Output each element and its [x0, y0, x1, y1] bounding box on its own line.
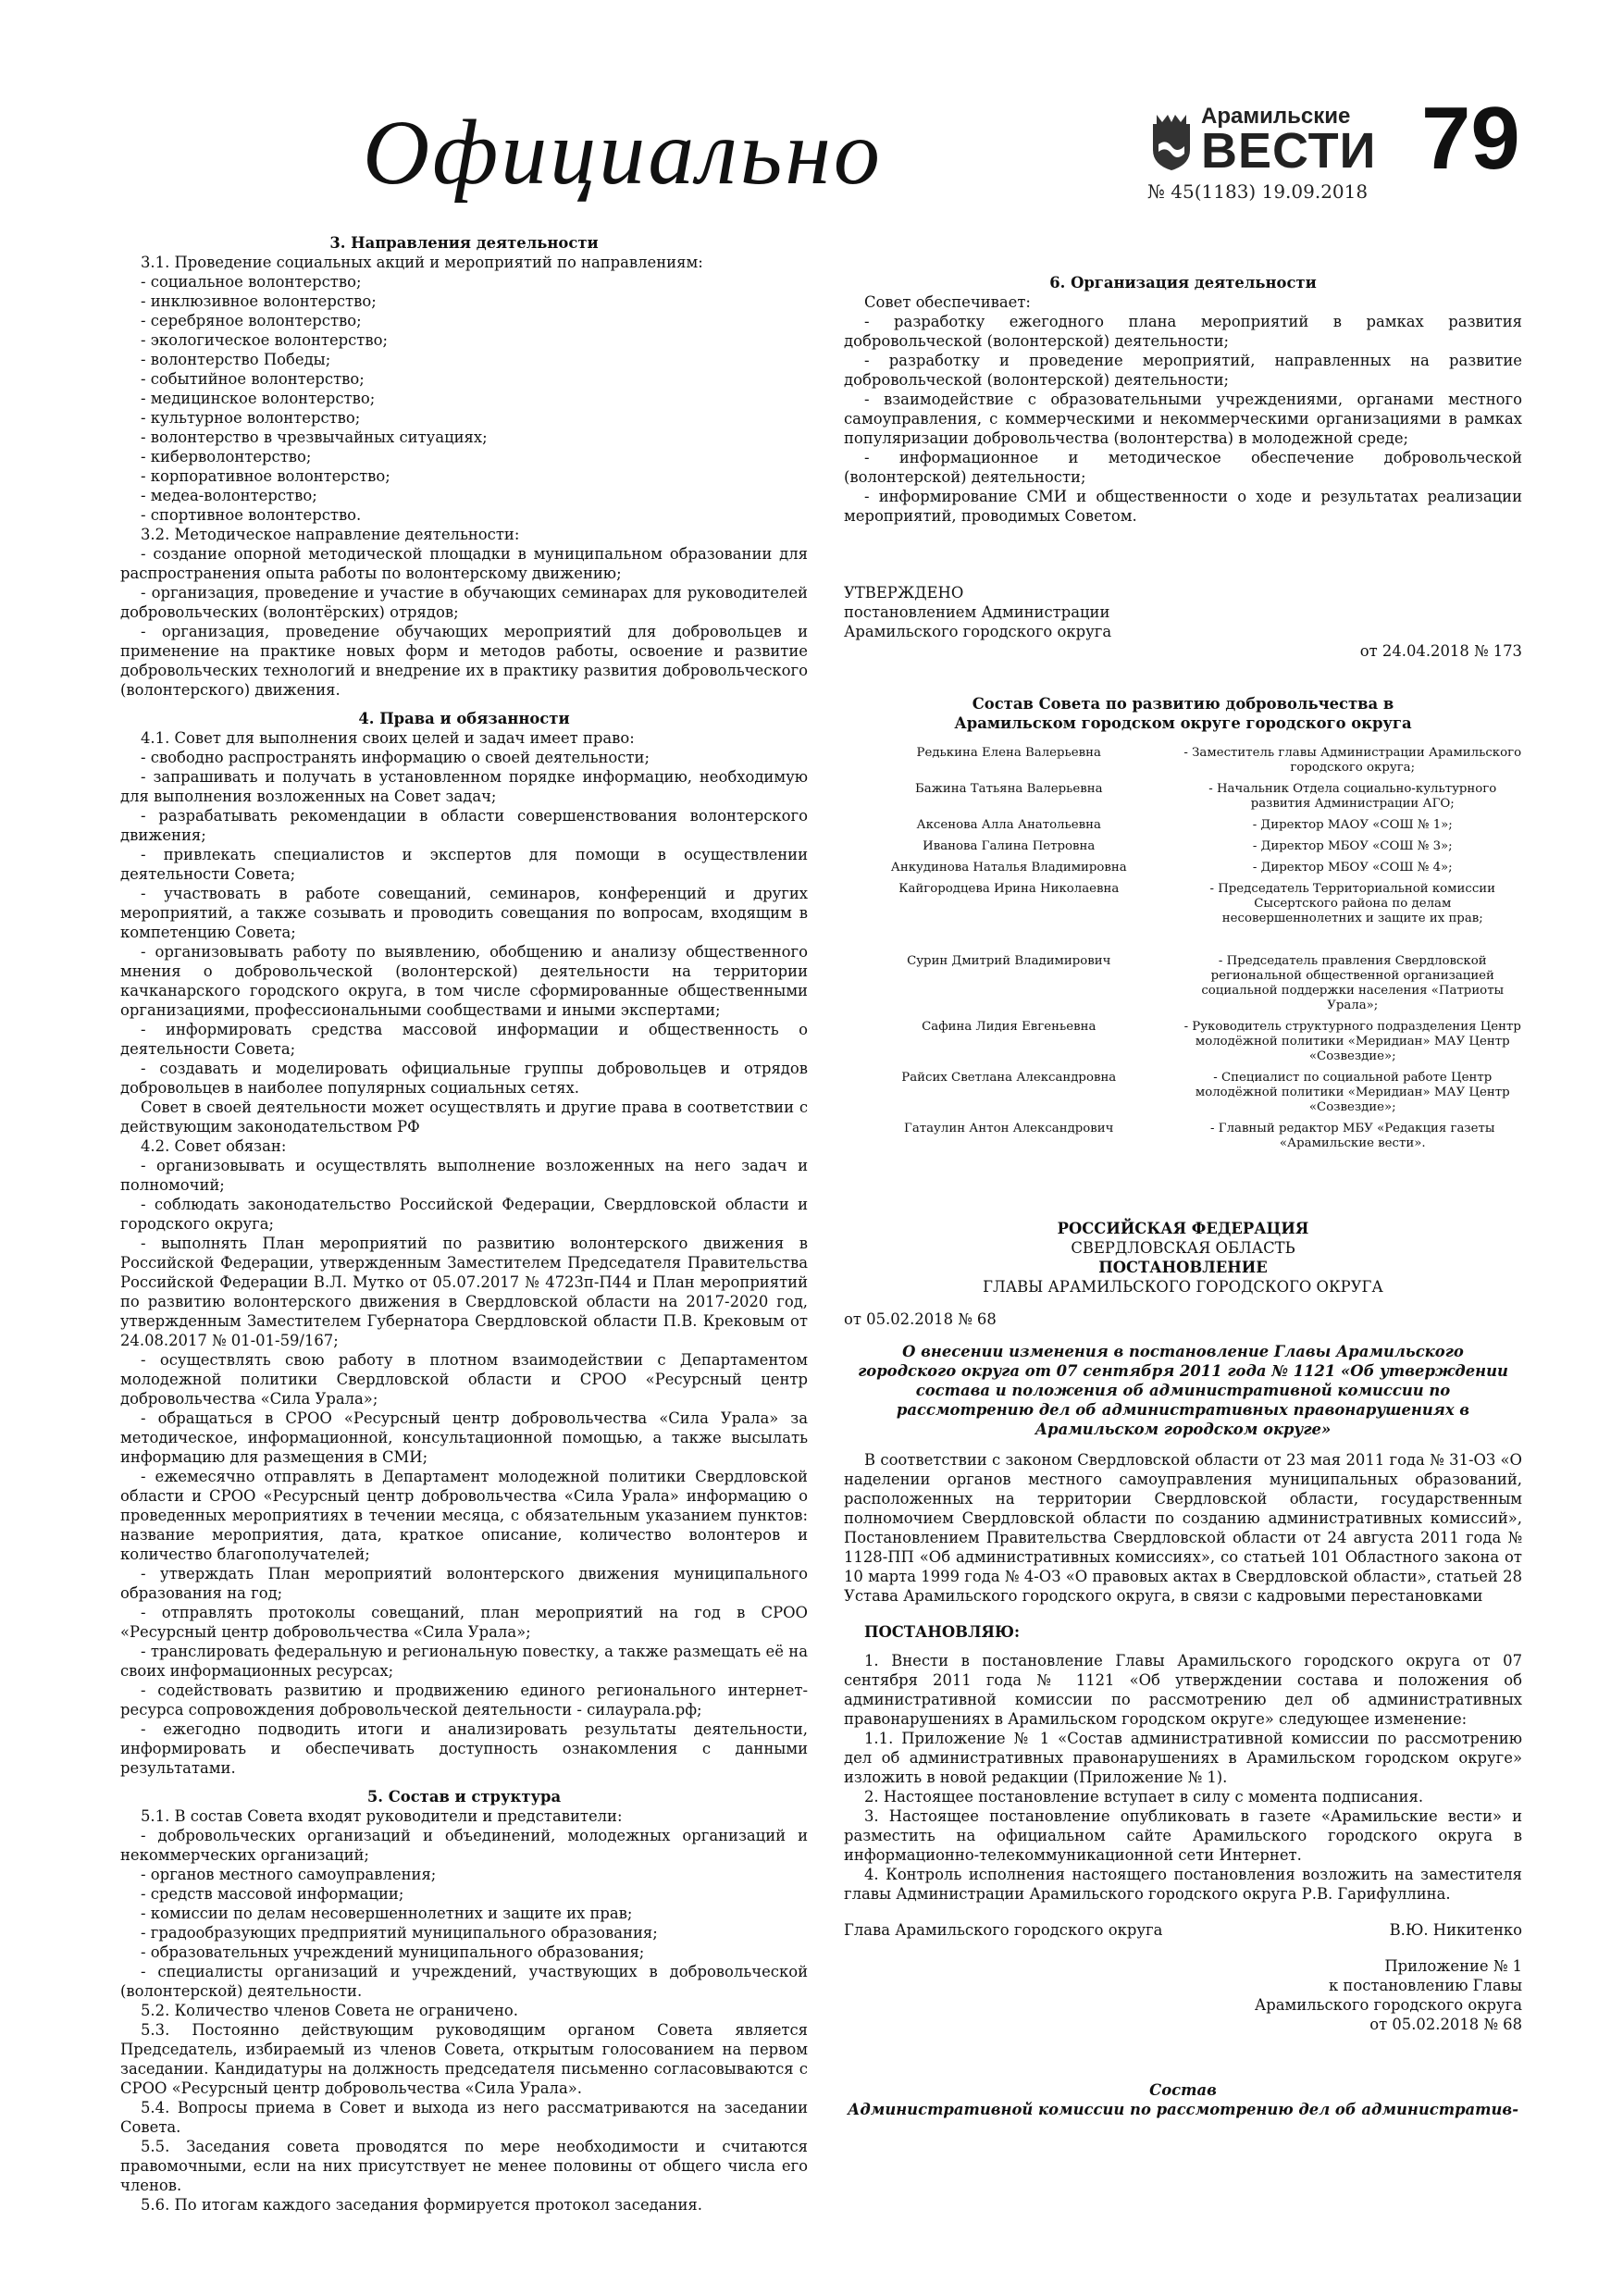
- paragraph: - осуществлять свою работу в плотном взаимодействии с Департаментом молодежной политики Свердловской области и СРОО «Ресурсный центр добровольчества «Сила Урала»;: [120, 1351, 808, 1408]
- paragraph: - содействовать развитию и продвижению единого регионального интернет-ресурса сопровождения добровольческой деятельности - силаурала.рф;: [120, 1682, 808, 1719]
- paragraph: - запрашивать и получать в установленном порядке информацию, необходимую для выполнения возложенных на Совет задач;: [120, 768, 808, 805]
- paragraph: - социальное волонтерство;: [141, 273, 362, 291]
- council-title-line1: Состав Совета по развитию добровольчества в: [972, 695, 1394, 713]
- logo-main-text: ВЕСТИ: [1201, 123, 1377, 179]
- paragraph: Совет в своей деятельности может осуществлять и другие права в соответствии с действующим законодательством РФ: [120, 1098, 808, 1136]
- paragraph: - органов местного самоуправления;: [141, 1866, 437, 1883]
- council-title-line2: Арамильском городском округе городского округа: [954, 714, 1412, 732]
- section-heading: 6. Организация деятельности: [1049, 274, 1317, 292]
- approved-by: постановлением Администрации: [844, 603, 1110, 621]
- paragraph: - информирование СМИ и общественности о ходе и результатах реализации мероприятий, проводимых Советом.: [844, 488, 1522, 525]
- decree-header-region: СВЕРДЛОВСКАЯ ОБЛАСТЬ: [1071, 1239, 1295, 1257]
- paragraph: - образовательных учреждений муниципального образования;: [141, 1943, 645, 1961]
- signature-block: [844, 1920, 1522, 1940]
- paragraph: - событийное волонтерство;: [141, 370, 365, 388]
- decree-items: [844, 1651, 1522, 1904]
- decree-subject: О внесении изменения в постановление Главы Арамильского городского округа от 07 сентября 2011 года № 1121 «Об утверждении состава и положения об административной комиссии по рассмотрению дел об административных правонарушениях в Арамильском городском округе»: [858, 1343, 1508, 1438]
- decree-item: 4. Контроль исполнения настоящего постановления возложить на заместителя главы Администрации Арамильского городского округа Р.В. Гарифуллина.: [844, 1866, 1522, 1903]
- appendix-date: от 05.02.2018 № 68: [1369, 2016, 1522, 2033]
- approved-date: от 24.04.2018 № 173: [1359, 642, 1522, 660]
- member-name: Кайгородцева Ирина Николаевна: [898, 882, 1120, 896]
- paragraph: - разрабатывать рекомендации в области совершенствования волонтерского движения;: [120, 807, 808, 844]
- member-name: Сурин Дмитрий Владимирович: [907, 954, 1111, 968]
- decree-preamble: В соответствии с законом Свердловской области от 23 мая 2011 года № 31-ОЗ «О наделении органов местного самоуправления муниципальных образований, расположенных на территории Свердловской области, государственным полномочием Свердловской области по созданию административных комиссий», Постановлением Правительства Свердловской области от 24 августа 2011 года № 1128-ПП «Об административных комиссиях», со статьей 101 Областного закона от 10 марта 1999 года № 4-ОЗ «О правовых актах в Свердловской области», статьей 28 Устава Арамильского городского округа, в связи с кадровыми перестановками: [844, 1451, 1522, 1605]
- decree-date: от 05.02.2018 № 68: [844, 1310, 997, 1328]
- paragraph: 5.4. Вопросы приема в Совет и выхода из него рассматриваются на заседании Совета.: [120, 2099, 808, 2136]
- approved-by-org: Арамильского городского округа: [844, 623, 1112, 640]
- spacer: [120, 1778, 808, 1787]
- paragraph: - комиссии по делам несовершеннолетних и защите их прав;: [141, 1905, 633, 1922]
- member-name: Аксенова Алла Анатольевна: [916, 818, 1101, 832]
- signature-name: В.Ю. Никитенко: [1389, 1921, 1522, 1939]
- council-member-row: [844, 882, 1522, 954]
- council-member-row: [844, 1071, 1522, 1122]
- council-member-row: [844, 839, 1522, 861]
- member-name: Редькина Елена Валерьевна: [916, 746, 1101, 760]
- council-member-row: [844, 1020, 1522, 1071]
- decree-resolve: ПОСТАНОВЛЯЮ:: [864, 1623, 1021, 1641]
- left-column: [120, 233, 808, 2215]
- member-name: Гатаулин Антон Александрович: [904, 1122, 1114, 1136]
- paragraph: - создание опорной методической площадки в муниципальном образовании для распространения опыта работы по волонтерскому движению;: [120, 545, 808, 582]
- council-member-row: [844, 861, 1522, 882]
- member-position: - Главный редактор МБУ «Редакция газеты «Арамильские вести».: [1210, 1122, 1495, 1150]
- paragraph: 4.2. Совет обязан:: [141, 1137, 287, 1155]
- paragraph: - волонтерство Победы;: [141, 351, 331, 368]
- paragraph: - разработку ежегодного плана мероприятий в рамках развития добровольческой (волонтерской) деятельности;: [844, 313, 1522, 350]
- composition-title: Состав: [1149, 2081, 1217, 2099]
- paragraph: - организовывать и осуществлять выполнение возложенных на него задач и полномочий;: [120, 1157, 808, 1194]
- paragraph: - свободно распространять информацию о своей деятельности;: [141, 749, 650, 766]
- composition-subtitle: Административной комиссии по рассмотрению дел об административ-: [847, 2101, 1518, 2118]
- page-number: 79: [1421, 89, 1520, 188]
- paragraph: - ежегодно подводить итоги и анализировать результаты деятельности, информировать и обеспечивать доступность ознакомления с данными результатами.: [120, 1720, 808, 1777]
- member-position: - Директор МБОУ «СОШ № 3»;: [1252, 839, 1453, 853]
- decree-header-country: РОССИЙСКАЯ ФЕДЕРАЦИЯ: [1057, 1220, 1309, 1237]
- decree-item: 3. Настоящее постановление опубликовать в газете «Арамильские вести» и разместить на официальном сайте Арамильского городского округа в информационно-телекоммуникационной сети Интернет.: [844, 1807, 1522, 1864]
- council-member-row: [844, 818, 1522, 839]
- approval-block: [844, 583, 1522, 661]
- member-position: - Директор МАОУ «СОШ № 1»;: [1252, 818, 1453, 832]
- paragraph: 5.5. Заседания совета проводятся по мере необходимости и считаются правомочными, если на них присутствует не менее половины от общего числа его членов.: [120, 2138, 808, 2194]
- paragraph: - взаимодействие с образовательными учреждениями, органами местного самоуправления, с коммерческими и некоммерческими организациями в рамках популяризации добровольчества (волонтерства) в молодежной среде;: [844, 391, 1522, 447]
- paragraph: - волонтерство в чрезвычайных ситуациях;: [141, 428, 488, 446]
- council-member-row: [844, 782, 1522, 818]
- section-heading: 5. Состав и структура: [366, 1788, 562, 1806]
- council-members-table: [844, 746, 1522, 1158]
- paragraph: Совет обеспечивает:: [864, 293, 1031, 311]
- paragraph: - соблюдать законодательство Российской Федерации, Свердловской области и городского округа;: [120, 1196, 808, 1233]
- member-position: - Специалист по социальной работе Центр молодёжной политики «Меридиан» МАУ Центр «Созвездие»;: [1195, 1071, 1510, 1114]
- logo-top-text: Арамильские: [1201, 104, 1351, 129]
- member-position: - Заместитель главы Администрации Арамильского городского округа;: [1183, 746, 1522, 775]
- approved-label: УТВЕРЖДЕНО: [844, 584, 964, 602]
- paragraph: - организация, проведение и участие в обучающих семинарах для руководителей добровольческих (волонтёрских) отрядов;: [120, 584, 808, 621]
- paragraph: - инклюзивное волонтерство;: [141, 292, 377, 310]
- decree-item: 1.1. Приложение № 1 «Состав административной комиссии по рассмотрению дел об административных правонарушениях в Арамильском городском округе» изложить в новой редакции (Приложение № 1).: [844, 1730, 1522, 1786]
- section-title: Официально: [363, 101, 883, 204]
- member-name: Анкудинова Наталья Владимировна: [890, 861, 1127, 875]
- paragraph: - медеа-волонтерство;: [141, 487, 317, 504]
- appendix-label: Приложение № 1: [1384, 1957, 1522, 1975]
- paragraph: - создавать и моделировать официальные группы добровольцев и отрядов добровольцев в наиболее популярных социальных сетях.: [120, 1060, 808, 1097]
- paragraph: - культурное волонтерство;: [141, 409, 361, 427]
- paragraph: - добровольческих организаций и объединений, молодежных организаций и некоммерческих организаций;: [120, 1827, 808, 1864]
- decree-item: 2. Настоящее постановление вступает в силу с момента подписания.: [864, 1788, 1424, 1806]
- appendix-org: Арамильского городского округа: [1254, 1996, 1522, 2014]
- member-name: Бажина Татьяна Валерьевна: [914, 782, 1103, 796]
- paragraph: - отправлять протоколы совещаний, план мероприятий на год в СРОО «Ресурсный центр добровольчества «Сила Урала»;: [120, 1604, 808, 1641]
- member-position: - Руководитель структурного подразделения Центр молодёжной политики «Меридиан» МАУ Центр «Созвездие»;: [1183, 1020, 1521, 1063]
- right-column: [844, 273, 1522, 2119]
- paragraph: - разработку и проведение мероприятий, направленных на развитие добровольческой (волонтерской) деятельности;: [844, 352, 1522, 389]
- appendix-ref: к постановлению Главы: [1328, 1977, 1522, 1994]
- paragraph: 4.1. Совет для выполнения своих целей и задач имеет право:: [141, 729, 635, 747]
- paragraph: 3.1. Проведение социальных акций и мероприятий по направлениям:: [141, 254, 703, 271]
- paragraph: - специалисты организаций и учреждений, участвующих в добровольческой (волонтерской) деятельности.: [120, 1963, 808, 2000]
- member-position: - Начальник Отдела социально-культурного развития Администрации АГО;: [1208, 782, 1497, 811]
- paragraph: - информационное и методическое обеспечение добровольческой (волонтерской) деятельности;: [844, 449, 1522, 486]
- section-heading: 3. Направления деятельности: [329, 234, 599, 252]
- organization-section: [844, 273, 1522, 526]
- paragraph: - медицинское волонтерство;: [141, 390, 376, 407]
- paragraph: 5.3. Постоянно действующим руководящим органом Совета является Председатель, избираемый из членов Совета, открытым голосованием на первом заседании. Кандидатуры на должность председателя письменно согласовываются с СРОО «Ресурсный центр добровольчества «Сила Урала».: [120, 2021, 808, 2097]
- paragraph: - организация, проведение обучающих мероприятий для добровольцев и применение на практике новых форм и методов работы, освоение и развитие добровольческих технологий и внедрение их в практику развития добровольческого (волонтерского) движения.: [120, 623, 808, 699]
- paragraph: - утверждать План мероприятий волонтерского движения муниципального образования на год;: [120, 1565, 808, 1602]
- paragraph: - средств массовой информации;: [141, 1885, 404, 1903]
- member-name: Иванова Галина Петровна: [923, 839, 1096, 853]
- coat-of-arms-icon: [1147, 111, 1196, 172]
- paragraph: 3.2. Методическое направление деятельности:: [141, 526, 520, 543]
- member-name: Райсих Светлана Александровна: [901, 1071, 1117, 1085]
- member-name: Сафина Лидия Евгеньевна: [922, 1020, 1096, 1034]
- paragraph: - обращаться в СРОО «Ресурсный центр добровольчества «Сила Урала» за методическое, информационной, консультационной помощью, а также высылать информацию для размещения в СМИ;: [120, 1409, 808, 1466]
- paragraph: 5.2. Количество членов Совета не ограничено.: [141, 2002, 518, 2019]
- member-position: - Председатель Территориальной комиссии Сысертского района по делам несовершеннолетних и защите их прав;: [1209, 882, 1496, 925]
- paragraph: - спортивное волонтерство.: [141, 506, 362, 524]
- newspaper-logo: [1147, 104, 1377, 179]
- member-position: - Председатель правления Свердловской региональной общественной организацией социальной поддержки населения «Патриоты Урала»;: [1201, 954, 1505, 1012]
- paragraph: - корпоративное волонтерство;: [141, 467, 390, 485]
- paragraph: - градообразующих предприятий муниципального образования;: [141, 1924, 658, 1942]
- paragraph: - организовывать работу по выявлению, обобщению и анализу общественного мнения о добровольческой (волонтерской) деятельности на территории качканарского городского округа, в том числе сформированные общественными организациями, профессиональными сообществами и иными экспертами;: [120, 943, 808, 1019]
- paragraph: 5.6. По итогам каждого заседания формируется протокол заседания.: [141, 2196, 702, 2214]
- paragraph: - информировать средства массовой информации и общественность о деятельности Совета;: [120, 1021, 808, 1058]
- spacer: [120, 700, 808, 709]
- member-position: - Директор МБОУ «СОШ № 4»;: [1252, 861, 1453, 875]
- council-member-row: [844, 746, 1522, 782]
- signature-title: Глава Арамильского городского округа: [844, 1921, 1163, 1939]
- paragraph: - участвовать в работе совещаний, семинаров, конференций и других мероприятий, а также созывать и проводить совещания по вопросам, входящим в компетенцию Совета;: [120, 885, 808, 941]
- paragraph: - привлекать специалистов и экспертов для помощи в осуществлении деятельности Совета;: [120, 846, 808, 883]
- section-heading: 4. Права и обязанности: [358, 710, 570, 727]
- paragraph: - выполнять План мероприятий по развитию волонтерского движения в Российской Федерации, утвержденным Заместителем Председателя Правительства Российской Федерации В.Л. Мутко от 05.07.2017 № 4723п-П44 и План мероприятий по развитию волонтерского движения в Свердловской области на 2017-2020 год, утвержденным Заместителем Губернатора Свердловской области П.В. Крековым от 24.08.2017 № 01-01-59/167;: [120, 1235, 808, 1349]
- decree-header-issuer: ГЛАВЫ АРАМИЛЬСКОГО ГОРОДСКОГО ОКРУГА: [983, 1278, 1383, 1296]
- council-member-row: [844, 1122, 1522, 1158]
- paragraph: - серебряное волонтерство;: [141, 312, 362, 329]
- paragraph: - транслировать федеральную и региональную повестку, а также размещать её на своих информационных ресурсах;: [120, 1643, 808, 1680]
- paragraph: 5.1. В состав Совета входят руководители и представители:: [141, 1807, 623, 1825]
- paragraph: - ежемесячно отправлять в Департамент молодежной политики Свердловской области и СРОО «Ресурсный центр добровольчества «Сила Урала» информацию о проведенных мероприятиях в течении месяца, с обязательным указанием пунктов: название мероприятия, дата, краткое описание, количество волонтеров и количество благополучателей;: [120, 1468, 808, 1563]
- decree-header-type: ПОСТАНОВЛЕНИЕ: [1098, 1259, 1268, 1276]
- paragraph: - киберволонтерство;: [141, 448, 312, 465]
- decree-item: 1. Внести в постановление Главы Арамильского городского округа от 07 сентября 2011 года № 1121 «Об утверждении состава и положения об административной комиссии по рассмотрению дел об административных правонарушениях в Арамильском городском округе» следующее изменение:: [844, 1652, 1522, 1728]
- issue-number: № 45(1183) 19.09.2018: [1147, 180, 1369, 203]
- paragraph: - экологическое волонтерство;: [141, 331, 388, 349]
- council-member-row: [844, 954, 1522, 1020]
